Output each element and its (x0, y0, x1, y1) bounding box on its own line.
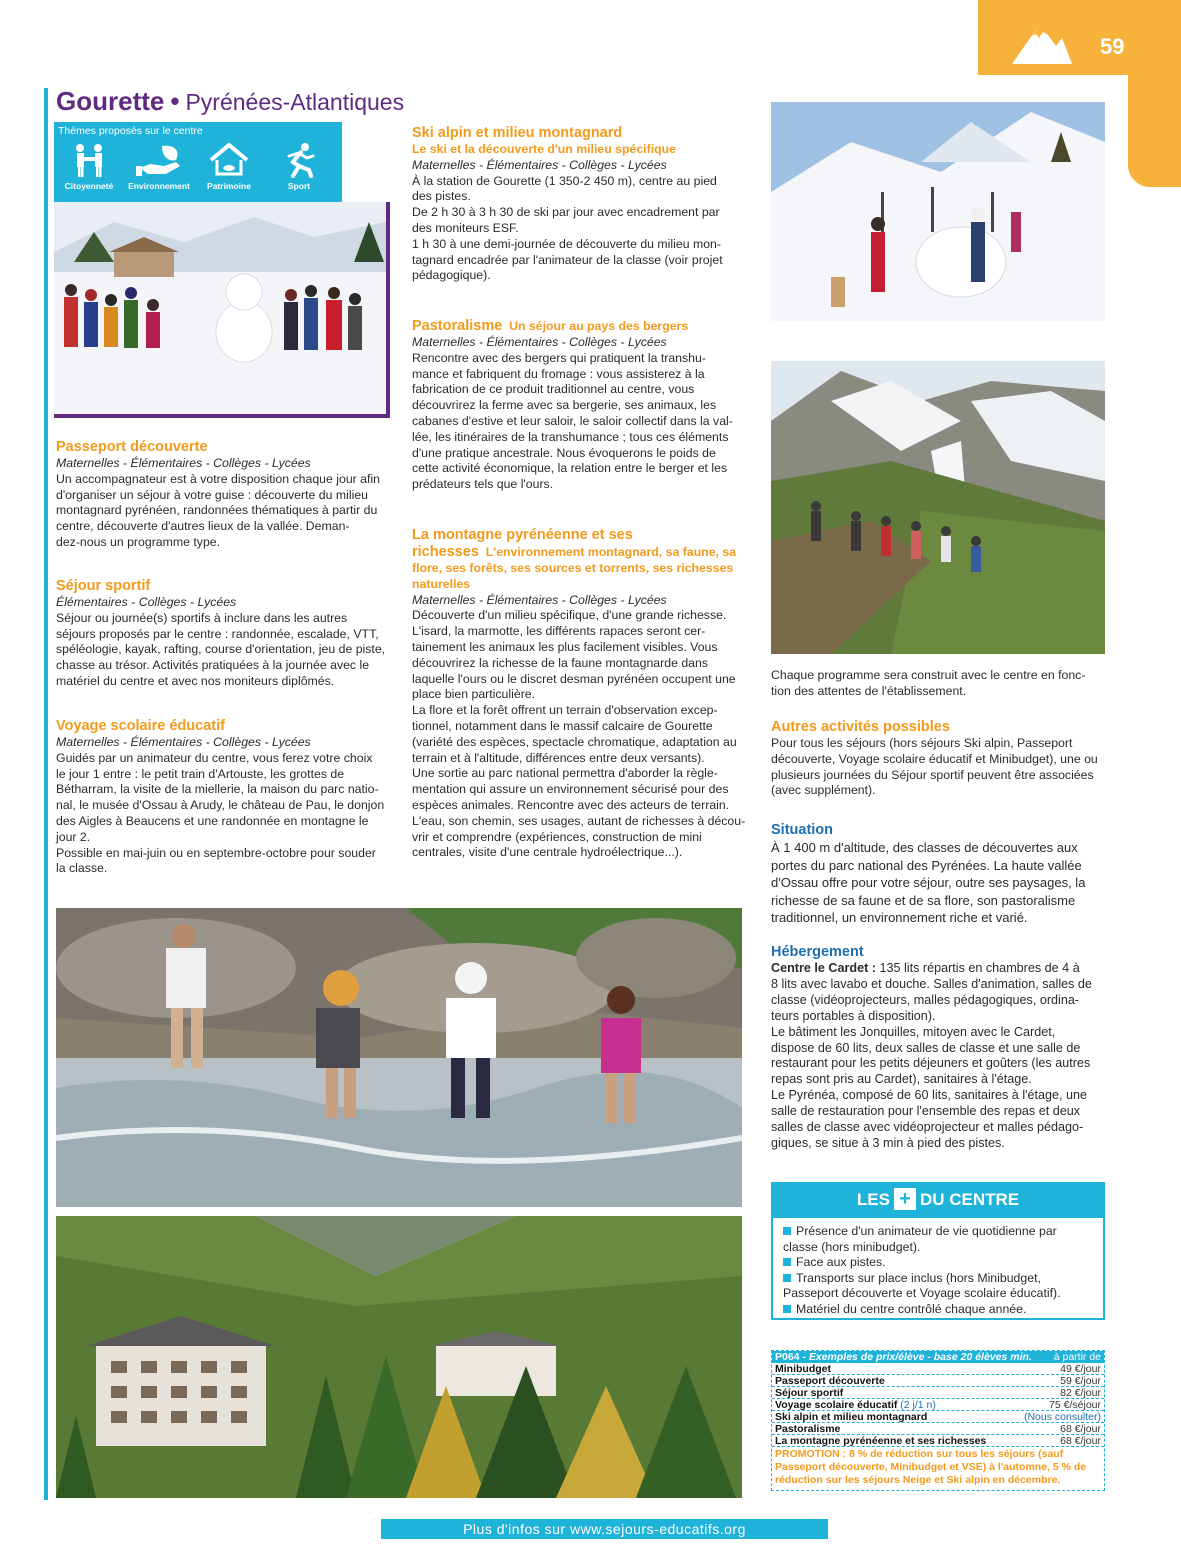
photo-centre-building (56, 1216, 742, 1498)
section-montagne (412, 527, 757, 861)
text-line: terrain et à l'altitude, différences entre deux versants). (412, 750, 705, 765)
text-line: tainement les animaux les plus facilement visibles. Vous (412, 639, 718, 654)
section-situation (771, 822, 1111, 927)
right-intro (771, 668, 1111, 700)
title-separator: • (170, 86, 180, 116)
page-title (56, 86, 404, 117)
photo-stream-crossing (56, 908, 742, 1207)
text-line: Bétharram, la visite de la miellerie, la maison du parc natio- (56, 782, 379, 797)
row-value: (Nous consulter) (1023, 1411, 1101, 1423)
promotion-note (772, 1447, 1104, 1490)
theme-sport (264, 142, 334, 191)
text-line: L'isard, la marmotte, les différents rapaces seront cer- (412, 624, 706, 639)
text-line: (avec supplément). (771, 783, 876, 798)
text-line: d'organiser un séjour à votre guise : découverte du milieu (56, 487, 368, 502)
text-line: restaurant pour les petits déjeuners et goûters (les autres (771, 1056, 1091, 1071)
lead-label: Centre le Cardet : (771, 961, 876, 975)
handshake-icon (69, 142, 109, 178)
text-line: Pour tous les séjours (hors séjours Ski alpin, Passeport (771, 736, 1073, 750)
text-line: dispose de 60 lits, deux salles de classe et une salle de (771, 1040, 1081, 1055)
list-item (783, 1302, 1101, 1318)
levels: Élémentaires - Collèges - Lycées (56, 595, 237, 609)
themes-panel (54, 122, 342, 202)
text-line: découverte, Voyage scolaire éducatif et Minibudget), une ou (771, 751, 1098, 766)
plus-du-centre-box (771, 1182, 1105, 1320)
text-line: La flore et la forêt offrent un terrain d'observation excep- (412, 703, 718, 718)
section-sportif (56, 578, 391, 690)
theme-label: Sport (287, 181, 311, 191)
text-line: Un accompagnateur est à votre disposition chaque jour afin (56, 471, 381, 486)
text-line: chasse au trésor. Activités pratiquées à la journée avec le (56, 658, 370, 673)
section-hebergement (771, 944, 1111, 1152)
list-item (783, 1255, 1101, 1271)
section-title: Situation (771, 822, 834, 838)
list-item-text: Face aux pistes. (796, 1255, 886, 1269)
price-from: à partir de (1053, 1351, 1101, 1363)
text-line: prédateurs tels que l'ours. (412, 477, 554, 492)
section-title: Pastoralisme (412, 318, 503, 334)
plus-icon: + (894, 1188, 916, 1210)
text-line: Possible en mai-juin ou en septembre-octobre pour souder (56, 845, 376, 860)
list-item (783, 1224, 1101, 1240)
text-line: giques, se situe à 3 min à pied des pistes. (771, 1135, 1005, 1150)
row-name: La montagne pyrénéenne et ses richesses (775, 1435, 987, 1447)
bullet-square-icon (783, 1274, 791, 1282)
text-line: teurs portables à disposition). (771, 1008, 936, 1023)
text-line: repas sont pris au Cardet), sanitaires à l'étage. (771, 1072, 1032, 1087)
runner-icon (279, 142, 319, 178)
text-line: Chaque programme sera construit avec le centre en fonc- (771, 668, 1086, 682)
text-line: Séjour ou journée(s) sportifs à inclure dans les autres (56, 610, 348, 625)
levels: Maternelles - Élémentaires - Collèges - Lycées (412, 335, 667, 349)
text-line: salles de classe avec vidéoprojecteur et malles pédago- (771, 1120, 1084, 1135)
theme-label: Citoyenneté (64, 181, 114, 191)
section-title: La montagne pyrénéenne et ses (412, 527, 633, 543)
text-line: À la station de Gourette (1 350-2 450 m), centre au pied (412, 173, 717, 188)
section-title: Hébergement (771, 944, 864, 960)
text-line: vrir et comprendre (expériences, construction de mini (412, 829, 702, 844)
text-line: De 2 h 30 à 3 h 30 de ski par jour avec encadrement par (412, 205, 720, 220)
section-ski (412, 125, 752, 284)
text-line: Le bâtiment les Jonquilles, mitoyen avec le Cardet, (771, 1024, 1056, 1039)
theme-patrimoine (194, 142, 264, 191)
row-value: 68 €/jour (1060, 1423, 1101, 1435)
section-title: Séjour sportif (56, 578, 151, 594)
row-name: Passeport découverte (775, 1375, 885, 1387)
list-item-cont: classe (hors minibudget). (783, 1239, 921, 1254)
text-line: classe (vidéoprojecteurs, malles pédagogiques, ordina- (771, 992, 1080, 1007)
photo-mountain-hike (771, 361, 1105, 654)
text-line: Découverte d'un milieu spécifique, d'une grande richesse. (412, 608, 727, 623)
text-line: traditionnel, un environnement riche et varié. (771, 910, 1028, 925)
section-passeport (56, 439, 391, 551)
text-line: place bien particulière. (412, 687, 536, 702)
text-line: richesse de sa faune et de sa flore, son pastoralisme (771, 892, 1076, 908)
text-line: (variété des espèces, spectacle chromatique, adaptation au (412, 734, 737, 749)
text-line: mentation qui assure un environnement sécurisé pour des (412, 782, 729, 797)
section-title-cont: richesses (412, 544, 479, 560)
table-row (772, 1423, 1104, 1435)
list-item-text: Transports sur place inclus (hors Minibudget, (796, 1270, 1041, 1285)
text-line: plusieurs journées du Séjour sportif peuvent être associées (771, 767, 1094, 782)
text-line: séjours proposés par le centre : randonnée, escalade, VTT, (56, 626, 379, 641)
price-header (772, 1351, 1104, 1363)
region-name: Pyrénées-Atlantiques (185, 89, 405, 115)
price-table (771, 1350, 1105, 1491)
text-line: salle de restauration pour l'ensemble des repas et deux (771, 1104, 1081, 1119)
text-line: dez-nous un programme type. (56, 534, 221, 549)
plus-list (783, 1224, 1101, 1317)
text-line: cette activité économique, la relation entre le berger et les (412, 461, 728, 476)
bullet-square-icon (783, 1305, 791, 1313)
promo-line: réduction sur les séjours Neige et Ski alpin en décembre. (775, 1474, 1061, 1486)
list-item-text: Présence d'un animateur de vie quotidienne par (796, 1224, 1057, 1238)
place-name: Gourette (56, 86, 165, 116)
text-line: 1 h 30 à une demi-journée de découverte du milieu mon- (412, 236, 721, 251)
photo-snow-fort (771, 102, 1105, 321)
row-value: 49 €/jour (1060, 1363, 1101, 1375)
text-line: d'Ossau offre pour votre séjour, outre ses paysages, la (771, 875, 1086, 890)
text-line: des pistes. (412, 189, 471, 204)
text-line: tionnel, notamment dans le massif calcaire de Gourette (412, 718, 713, 733)
text-line: centrales, visite d'une centrale hydroélectrique...). (412, 845, 683, 860)
bullet-square-icon (783, 1227, 791, 1235)
text-line: des moniteurs ESF. (412, 220, 519, 235)
text-line: pédagogique). (412, 268, 491, 283)
list-item (783, 1271, 1101, 1287)
text-line: Le Pyrénéa, composé de 60 lits, sanitaires à l'étage, une (771, 1088, 1088, 1103)
section-pastoralisme (412, 318, 752, 493)
table-row (772, 1399, 1104, 1411)
section-subtitle: Le ski et la découverte d'un milieu spécifique (412, 142, 676, 156)
levels: Maternelles - Élémentaires - Collèges - Lycées (412, 157, 667, 172)
section-subtitle-cont: flore, ses forêts, ses sources et torrents, ses richesses (412, 561, 734, 575)
section-title: Passeport découverte (56, 439, 208, 455)
text-line: tagnard encadrée par l'animateur de la classe (voir projet (412, 252, 723, 267)
price-caption: - Exemples de prix/élève - base 20 élèves min. (799, 1351, 1032, 1363)
table-row (772, 1435, 1104, 1447)
levels: Maternelles - Élémentaires - Collèges - Lycées (56, 735, 311, 749)
page-number: 59 (1100, 34, 1125, 59)
text-line: matériel du centre et avec nos moniteurs diplômés. (56, 673, 335, 688)
text-line: le jour 1 entre : le petit train d'Artouste, les grottes de (56, 766, 345, 781)
theme-label: Patrimoine (207, 181, 251, 191)
row-name: Séjour sportif (775, 1387, 844, 1399)
promo-line: Passeport découverte, Minibudget et VSE) à l'automne, 5 % de (775, 1461, 1087, 1473)
row-name: Pastoralisme (775, 1423, 841, 1435)
plus-word-les: LES (856, 1190, 890, 1209)
text-line: 8 lits avec lavabo et douche. Salles d'animation, salles de (771, 976, 1092, 991)
text-line: d'une pratique ancestrale. Nous évoquerons le poids de (412, 445, 716, 460)
text-line: cabanes d'estive et leur saloir, le saloir collectif dans la val- (412, 413, 733, 428)
section-voyage (56, 718, 391, 877)
levels: Maternelles - Élémentaires - Collèges - Lycées (56, 456, 311, 470)
bullet-square-icon (783, 1258, 791, 1266)
text-line: fabrication de ce produit traditionnel au centre, vous (412, 382, 695, 397)
price-code: P064 (775, 1351, 800, 1363)
list-item-text: Matériel du centre contrôlé chaque année. (796, 1301, 1027, 1316)
text-line: Guidés par un animateur du centre, vous ferez votre choix (56, 750, 373, 765)
row-name: Voyage scolaire éducatif (775, 1399, 898, 1411)
row-value: 75 €/séjour (1049, 1399, 1101, 1411)
leaf-hand-icon (136, 142, 182, 178)
left-accent-bar (44, 88, 48, 1500)
text-line: Une sortie au parc national permettra d'aborder la règle- (412, 766, 718, 781)
text-line: À 1 400 m d'altitude, des classes de découvertes aux (771, 840, 1078, 855)
footer-link[interactable]: Plus d'infos sur www.sejours-educatifs.org (381, 1519, 828, 1539)
text-line: tion des attentes de l'établissement. (771, 683, 967, 698)
text-line: découvrirez la ferme avec sa bergerie, ses animaux, les (412, 398, 717, 413)
section-title: Ski alpin et milieu montagnard (412, 125, 623, 141)
text-line: espèces animales. Rencontre avec des acteurs de terrain. (412, 797, 730, 812)
text-line: Rencontre avec des bergers qui pratiquent la transhu- (412, 350, 706, 365)
row-value: 59 €/jour (1060, 1375, 1101, 1387)
row-name: Ski alpin et milieu montagnard (775, 1411, 928, 1423)
text-line: nal, le musée d'Ossau à Arudy, le château de Pau, le donjon (56, 798, 385, 813)
text-line: portes du parc national des Pyrénées. La haute vallée (771, 857, 1082, 873)
themes-caption: Thèmes proposés sur le centre (58, 125, 203, 137)
text-line: spéléologie, kayak, rafting, course d'orientation, jeu de piste, (56, 642, 386, 657)
text-line: montagnard pyrénéen, randonnées thématiques à partir du (56, 503, 378, 518)
text-line: jour 2. (56, 829, 91, 844)
theme-environnement (124, 142, 194, 191)
row-value: 82 €/jour (1060, 1387, 1101, 1399)
section-title: Autres activités possibles (771, 719, 950, 735)
row-qualifier: (2 j/1 n) (897, 1399, 936, 1411)
section-autres (771, 719, 1111, 799)
text-line: laquelle l'ours ou le discret desman pyrénéen occupent une (412, 671, 736, 686)
row-value: 68 €/jour (1060, 1435, 1101, 1447)
text-line: L'eau, son chemin, ses usages, autant de richesses à décou- (412, 813, 746, 828)
page-tab-side (1128, 75, 1181, 187)
section-subtitle: Un séjour au pays des bergers (509, 319, 689, 333)
house-icon (207, 142, 251, 178)
page-tab (978, 0, 1181, 75)
theme-label: Environnement (128, 181, 190, 191)
plus-word-centre: DU CENTRE (919, 1190, 1020, 1209)
mountain-icon (1010, 20, 1074, 66)
text-line: découvrirez la richesse de la faune montagnarde dans (412, 655, 708, 670)
text-line: mance et fabriquent du fromage : vous assisterez à la (412, 366, 705, 381)
text-line: la classe. (56, 861, 108, 876)
text-line: lée, les itinéraires de la transhumance ; tous ces éléments (412, 429, 729, 444)
table-row (772, 1387, 1104, 1399)
section-title: Voyage scolaire éducatif (56, 718, 225, 734)
section-subtitle: L'environnement montagnard, sa faune, sa (485, 545, 737, 559)
theme-citoyennete (54, 142, 124, 191)
levels: Maternelles - Élémentaires - Collèges - Lycées (412, 592, 667, 607)
row-name: Minibudget (775, 1363, 831, 1375)
photo-snow-children (54, 202, 390, 418)
text-line: centre, découverte d'autres lieux de la vallée. Deman- (56, 519, 350, 534)
table-row (772, 1375, 1104, 1387)
text-line: des Aigles à Beaucens et une randonnée en montagne le (56, 813, 369, 828)
list-item-cont: Passeport découverte et Voyage scolaire éducatif). (783, 1286, 1061, 1300)
section-subtitle-cont: naturelles (412, 576, 471, 591)
promo-line: PROMOTION : 8 % de réduction sur tous les séjours (sauf (775, 1448, 1064, 1460)
text-line: 135 lits répartis en chambres de 4 à (875, 961, 1080, 975)
table-row (772, 1363, 1104, 1375)
table-row (772, 1411, 1104, 1423)
plus-header (771, 1182, 1105, 1218)
